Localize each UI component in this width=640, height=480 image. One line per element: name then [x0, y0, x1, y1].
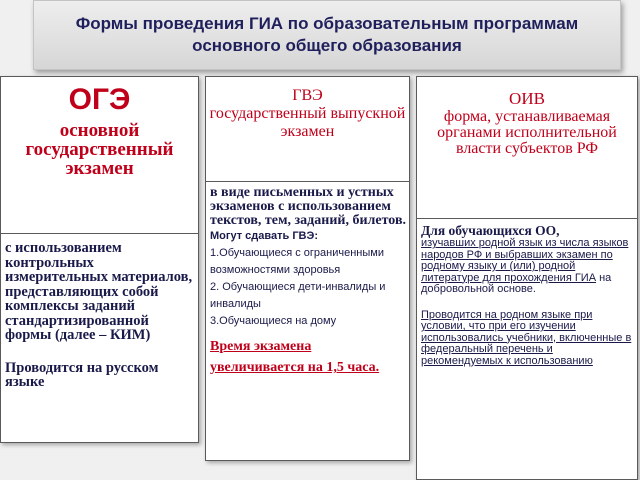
card-oge-full-name: основной государственный экзамен	[25, 120, 174, 179]
card-gve-divider	[206, 181, 409, 182]
card-oiv-abbr: ОИВ	[509, 89, 545, 108]
slide-header	[33, 0, 621, 70]
card-oge-divider	[1, 233, 198, 234]
card-oge-language-note: Проводится на русском языке	[5, 359, 159, 390]
card-oiv-full-name: форма, устанавливаемая органами исполнительной власти субъектов РФ	[437, 108, 617, 157]
card-gve-eligible-item: 3.Обучающиеся на дому	[210, 315, 337, 327]
card-oiv-lead: Для обучающихся ОО,	[421, 223, 560, 238]
card-oiv-detail	[421, 238, 634, 296]
card-gve	[205, 76, 410, 461]
card-oiv-divider	[417, 218, 637, 219]
card-gve-heading	[206, 87, 409, 141]
card-oge	[0, 76, 199, 443]
card-gve-description: в виде письменных и устных экзаменов с использованием текстов, тем, заданий, билетов.	[210, 185, 406, 228]
card-oge-description: с использованием контрольных измерительных материалов, представляющих собой комплексы заданий стандартизированной формы (далее – КИМ)	[5, 240, 193, 343]
card-gve-eligible-item: 1.Обучающиеся с ограниченными возможностями здоровья	[210, 247, 384, 276]
card-oiv-heading	[417, 89, 637, 157]
card-oiv-detail-tail: на добровольной основе.	[421, 271, 612, 295]
card-oiv-conditions: Проводится на родном языке при условии, что при его изучении использовались учебники, включенные в федеральный перечень и рекомендуемых к использованию	[421, 308, 632, 367]
card-oiv	[416, 76, 638, 480]
card-gve-body	[210, 186, 406, 378]
card-gve-full-name: государственный выпускной экзамен	[209, 105, 406, 140]
card-oge-heading	[1, 83, 198, 178]
card-gve-eligible-item: 2. Обучающиеся дети-инвалиды и инвалиды	[210, 281, 386, 310]
card-oiv-detail-underlined: изучавших родной язык из числа языков народов РФ и выбравших экзамен по родному языку и (или) родной литературе для прохождения ГИА	[421, 237, 629, 284]
card-oge-body	[5, 241, 195, 408]
card-gve-time-note: Время экзамена увеличивается на 1,5 часа.	[210, 339, 380, 375]
card-oiv-body	[421, 223, 634, 367]
card-oge-abbr: ОГЭ	[68, 83, 131, 116]
card-gve-abbr: ГВЭ	[292, 87, 323, 104]
slide-title: Формы проведения ГИА по образовательным программам основного общего образования	[75, 14, 579, 55]
card-gve-eligible-heading: Могут сдавать ГВЭ:	[210, 230, 318, 242]
